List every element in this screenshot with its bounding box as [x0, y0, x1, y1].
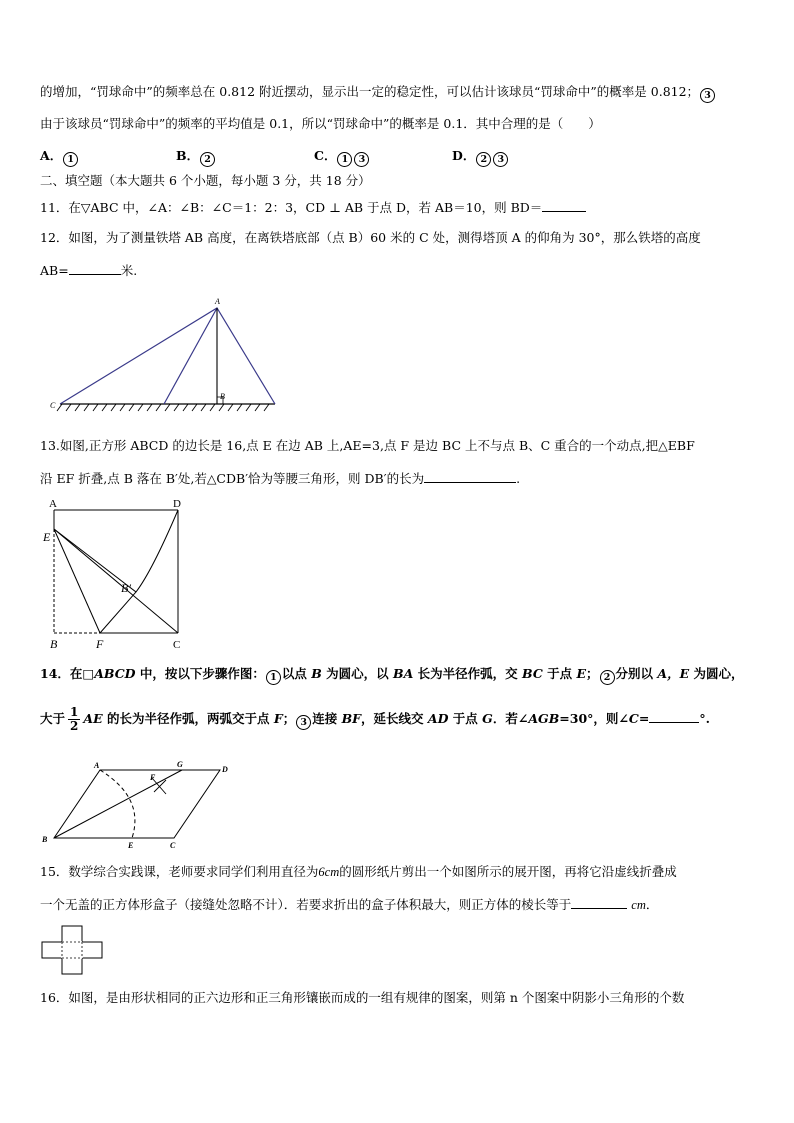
label-b: B — [50, 637, 58, 651]
option-a[interactable]: A． 1 — [40, 148, 79, 167]
tower-figure — [40, 296, 290, 416]
label-c: C — [50, 401, 56, 410]
answer-blank[interactable] — [571, 896, 627, 909]
parallelogram-figure — [40, 758, 240, 848]
option-d[interactable]: D． 2 3 — [452, 148, 509, 167]
section-heading: 二、填空题（本大题共 6 个小题，每小题 3 分，共 18 分） — [40, 173, 371, 188]
q13-line2: 沿 EF 折叠,点 B 落在 B′处,若△CDB′恰为等腰三角形，则 DB′的长为 . — [40, 471, 521, 486]
label-a: A — [215, 297, 220, 306]
answer-blank[interactable] — [542, 199, 586, 212]
q12-line1: 12．如图，为了测量铁塔 AB 高度，在离铁塔底部（点 B）60 米的 C 处，测得塔顶 A 的仰角为 30°，那么铁塔的高度 — [40, 230, 701, 245]
fraction-one-half: $\frac{1}{2}$ — [70, 705, 79, 733]
label-d: D — [173, 498, 181, 510]
label-g: G — [177, 760, 183, 769]
label-b-prime: B′ — [121, 581, 131, 595]
label-b: B — [42, 835, 48, 844]
label-f: F — [150, 773, 156, 782]
q14-line2: 大于 $\frac{1}{2}$ AE 的长为半径作弧，两弧交于点 F； 3 连接 BF，延长线交 AD 于点 G．若∠AGB=30°，则∠C= °. — [40, 705, 710, 733]
q11-text: 11．在▽ABC 中，∠A：∠B：∠C＝1：2：3，CD ⊥ AB 于点 D，若 AB＝10，则 BD＝ — [40, 199, 586, 216]
label-a: A — [94, 761, 100, 770]
label-d: D — [222, 765, 228, 774]
answer-blank[interactable] — [69, 262, 121, 275]
answer-blank[interactable] — [424, 470, 516, 483]
q15-line2: 一个无盖的正方体形盒子（接缝处忽略不计）．若要求折出的盒子体积最大，则正方体的棱长等于 cm． — [40, 897, 659, 912]
q13-line1: 13.如图,正方形 ABCD 的边长是 16,点 E 在边 AB 上,AE=3,点 F 是边 BC 上不与点 B、C 重合的一个动点,把△EBF — [40, 438, 695, 453]
label-e: E — [43, 530, 51, 544]
label-b: B — [220, 392, 225, 401]
q12-line2: AB= 米. — [40, 263, 138, 278]
label-e: E — [128, 841, 134, 850]
label-c: C — [173, 639, 181, 651]
q10-line1: 的增加，“罚球命中”的频率总在 0.812 附近摆动，显示出一定的稳定性，可以估计该球员“罚球命中”的概率是 0.812； 3 — [40, 84, 716, 103]
label-a: A — [49, 498, 57, 510]
option-b[interactable]: B． 2 — [176, 148, 216, 167]
answer-blank[interactable] — [649, 710, 699, 723]
q15-line1: 15．数学综合实践课，老师要求同学们利用直径为6cm的圆形纸片剪出一个如图所示的展开图，再将它沿虚线折叠成 — [40, 864, 677, 879]
label-f: F — [96, 637, 104, 651]
option-c[interactable]: C． 1 3 — [314, 148, 370, 167]
square-fold-figure — [40, 496, 200, 656]
cube-net-figure — [40, 924, 110, 978]
label-c: C — [170, 841, 176, 850]
circled-number: 3 — [700, 88, 715, 103]
q16-line1: 16．如图，是由形状相同的正六边形和正三角形镶嵌而成的一组有规律的图案，则第 n 个图案中阴影小三角形的个数 — [40, 990, 685, 1005]
q10-line2: 由于该球员“罚球命中”的频率的平均值是 0.1，所以“罚球命中”的概率是 0.1．其中合理的是（ ） — [40, 116, 601, 131]
q14-line1: 14．在□ABCD 中，按以下步骤作图： 1 以点 B 为圆心，以 BA 长为半径作弧，交 BC 于点 E； 2 分别以 A，E 为圆心， — [40, 666, 744, 683]
